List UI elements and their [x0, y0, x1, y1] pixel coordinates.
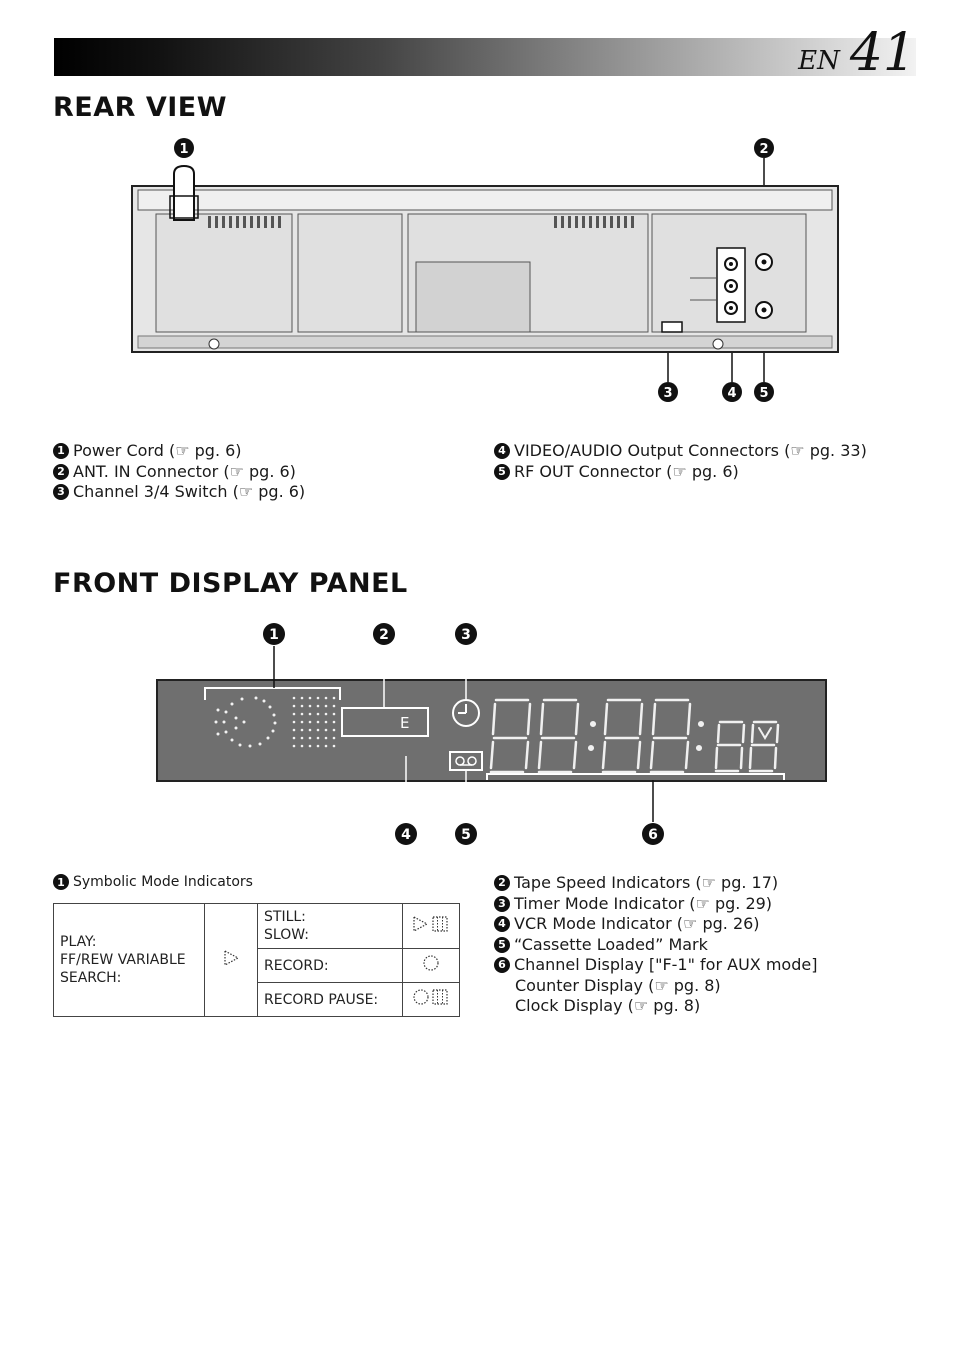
record-pause-symbol-cell: [403, 983, 460, 1017]
legend-item: 3 Timer Mode Indicator (☞ pg. 29): [494, 894, 817, 915]
still-slow-icon: [411, 914, 451, 934]
front-callout-1: [263, 623, 285, 645]
svg-text:2: 2: [379, 627, 389, 643]
front-callout-2: [373, 623, 395, 645]
rear-callout-1: [174, 138, 194, 158]
front-callout-6: [642, 823, 664, 845]
play-triangle-icon: [221, 948, 241, 968]
legend-item: 4 VCR Mode Indicator (☞ pg. 26): [494, 914, 817, 935]
legend-item: 2 Tape Speed Indicators (☞ pg. 17): [494, 873, 817, 894]
front-callout-3: [455, 623, 477, 645]
legend-item: 5 RF OUT Connector (☞ pg. 6): [494, 462, 867, 483]
legend-item: 1 Power Cord (☞ pg. 6): [53, 441, 305, 462]
front-display-title: FRONT DISPLAY PANEL: [53, 568, 408, 599]
page-label: [798, 23, 916, 83]
front-display-diagram: [150, 618, 840, 852]
play-symbol-cell: [205, 904, 258, 1017]
legend-item: 5 “Cassette Loaded” Mark: [494, 935, 817, 956]
rf-out-connector: [756, 302, 772, 318]
legend-item-continued: Counter Display (☞ pg. 8): [515, 975, 721, 995]
channel-switch: [662, 322, 682, 332]
rear-callout-2: [754, 138, 774, 158]
header-gradient-bar: [54, 38, 916, 76]
svg-text:3: 3: [663, 386, 673, 401]
still-symbol-cell: [403, 904, 460, 949]
page-number: 41: [849, 23, 916, 83]
record-circle-icon: [421, 953, 441, 973]
record-pause-cell: RECORD PAUSE:: [258, 983, 403, 1017]
svg-text:4: 4: [727, 386, 737, 401]
play-cell: PLAY: FF/REW VARIABLE SEARCH:: [54, 904, 205, 1017]
still-slow-cell: STILL: SLOW:: [258, 904, 403, 949]
record-symbol-cell: [403, 949, 460, 983]
legend-item-continued: Clock Display (☞ pg. 8): [515, 996, 701, 1015]
svg-text:6: 6: [648, 827, 658, 843]
svg-text:5: 5: [461, 827, 471, 843]
svg-text:5: 5: [759, 386, 769, 401]
svg-text:E: E: [400, 714, 410, 732]
rear-legend-left: [53, 441, 305, 503]
rear-legend-right: [494, 441, 867, 482]
front-callout-5: [455, 823, 477, 845]
svg-text:4: 4: [401, 827, 411, 843]
front-legend-right: [494, 873, 817, 1017]
ant-in-connector: [756, 254, 772, 270]
svg-text:1: 1: [269, 627, 279, 643]
legend-item: 6 Channel Display ["F-1" for AUX mode]: [494, 955, 817, 976]
rear-callout-5: [754, 382, 774, 402]
legend-item: 2 ANT. IN Connector (☞ pg. 6): [53, 462, 305, 483]
svg-text:2: 2: [759, 142, 769, 157]
svg-text:1: 1: [179, 142, 189, 157]
rear-view-diagram: [120, 132, 850, 412]
rear-callout-3: [658, 382, 678, 402]
rear-view-title: REAR VIEW: [53, 92, 227, 123]
legend-item: 3 Channel 3/4 Switch (☞ pg. 6): [53, 482, 305, 503]
mode-indicator-table: [53, 903, 460, 1017]
legend-item: 4 VIDEO/AUDIO Output Connectors (☞ pg. 33): [494, 441, 867, 462]
record-cell: RECORD:: [258, 949, 403, 983]
power-cord: [170, 166, 198, 220]
front-callout-4: [395, 823, 417, 845]
record-pause-icon: [411, 987, 451, 1007]
language-code: EN: [798, 46, 840, 76]
rear-callout-4: [722, 382, 742, 402]
mode-legend-title: 1 Symbolic Mode Indicators: [53, 874, 253, 890]
svg-text:3: 3: [461, 627, 471, 643]
